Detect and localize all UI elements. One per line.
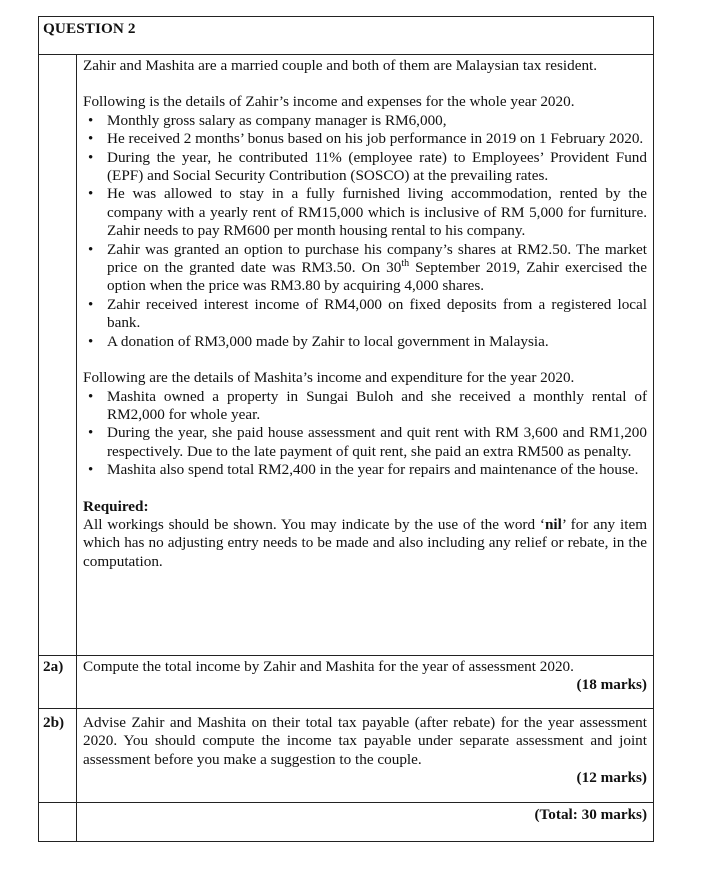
part-2a-text: Compute the total income by Zahir and Mashita for the year of assessment 2020. bbox=[83, 658, 574, 675]
part-2b-text: Advise Zahir and Mashita on their total tax payable (after rebate) for the year assessment 2020. You should compute the income tax payable under separate assessment and joint assessment before you make a suggestion to the couple. bbox=[83, 714, 647, 768]
zahir-heading: Following is the details of Zahir’s income and expenses for the whole year 2020. bbox=[83, 93, 575, 111]
list-item: • Monthly gross salary as company manager is RM6,000, bbox=[83, 112, 647, 130]
part-label-2a: 2a) bbox=[43, 658, 64, 675]
required-text: All workings should be shown. You may indicate by the use of the word ‘nil’ for any item which has no adjusting entry needs to be made and also including any relief or rebate, in the computation. bbox=[83, 515, 648, 570]
column-divider bbox=[76, 54, 77, 842]
list-item: • He was allowed to stay in a fully furnished living accommodation, rented by the company with a yearly rent of RM15,000 which is inclusive of RM 5,000 for furniture. Zahir needs to pay RM600 per month housing rental to his company. bbox=[83, 185, 647, 240]
total-marks: (Total: 30 marks) bbox=[534, 806, 647, 823]
row-divider bbox=[39, 655, 653, 656]
mashita-list bbox=[83, 388, 647, 480]
list-item: • Mashita also spend total RM2,400 in the year for repairs and maintenance of the house. bbox=[83, 461, 647, 479]
ordinal-suffix: th bbox=[401, 258, 410, 269]
part-label-2b: 2b) bbox=[43, 714, 65, 731]
list-item: • Zahir received interest income of RM4,000 on fixed deposits from a registered local bank. bbox=[83, 296, 647, 333]
option-text-end: September 2019, Zahir exercised the option when the price was RM3.80 by acquiring 4,000 shares. bbox=[107, 259, 647, 295]
part-2b-marks: (12 marks) bbox=[576, 769, 647, 787]
part-2a bbox=[83, 658, 647, 695]
intro-text: Zahir and Mashita are a married couple and both of them are Malaysian tax resident. bbox=[83, 57, 598, 74]
list-item: • Mashita owned a property in Sungai Buloh and she received a monthly rental of RM2,000 for whole year. bbox=[83, 388, 647, 425]
list-item: • During the year, he contributed 11% (employee rate) to Employees’ Provident Fund (EPF) and Social Security Contribution (SOSCO) at the prevailing rates. bbox=[83, 149, 647, 186]
mashita-heading: Following are the details of Mashita’s income and expenditure for the year 2020. bbox=[83, 369, 575, 387]
list-item: • During the year, she paid house assessment and quit rent with RM 3,600 and RM1,200 respectively. Due to the late payment of quit rent, she paid an extra RM500 as penalty. bbox=[83, 424, 647, 461]
row-divider bbox=[39, 802, 653, 803]
question-body bbox=[83, 57, 647, 571]
part-2a-marks: (18 marks) bbox=[576, 676, 647, 694]
part-2b bbox=[83, 714, 647, 788]
row-divider bbox=[39, 708, 653, 709]
option-text-start: Zahir was granted an option to purchase his company’s shares at RM2.50. The market price on the granted date was RM3.50. On 30 bbox=[107, 240, 647, 277]
nil-keyword: nil bbox=[544, 515, 562, 533]
question-title: QUESTION 2 bbox=[43, 20, 136, 37]
zahir-list bbox=[83, 112, 647, 351]
list-item: • A donation of RM3,000 made by Zahir to local government in Malaysia. bbox=[83, 333, 647, 351]
required-heading: Required: bbox=[83, 497, 149, 515]
list-item-share-option bbox=[83, 241, 647, 296]
question-table bbox=[38, 16, 654, 842]
row-divider bbox=[39, 54, 653, 55]
list-item: • He received 2 months’ bonus based on his job performance in 2019 on 1 February 2020. bbox=[83, 130, 647, 148]
